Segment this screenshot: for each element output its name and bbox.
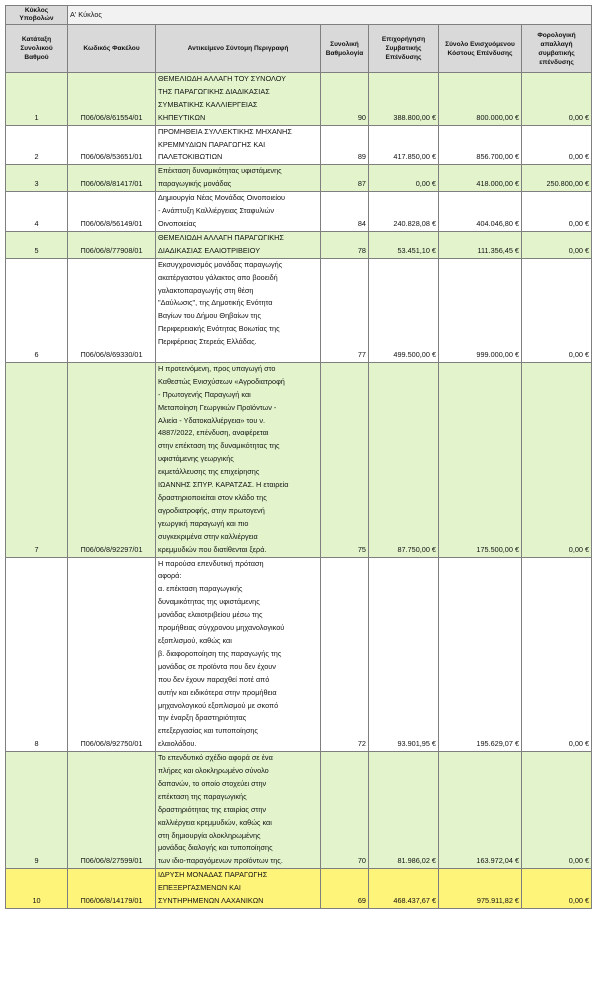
header-cost: Σύνολο Ενισχυόμενου Κόστους Επένδυσης bbox=[439, 25, 522, 73]
table-row bbox=[6, 557, 592, 752]
score-cell: 69 bbox=[321, 869, 369, 909]
header-grant: Επιχορήγηση Συμβατικής Επένδυσης bbox=[369, 25, 439, 73]
tax-exemption-cell: 0,00 € bbox=[522, 362, 592, 557]
grant-cell: 468.437,67 € bbox=[369, 869, 439, 909]
table-row bbox=[6, 362, 592, 557]
tax-exemption-cell: 0,00 € bbox=[522, 73, 592, 126]
rank-cell: 2 bbox=[6, 125, 68, 165]
description-cell: ΠΡΟΜΗΘΕΙΑ ΣΥΛΛΕΚΤΙΚΗΣ ΜΗΧΑΝΗΣ ΚΡΕΜΜΥΔΙΩΝ ΠΑΡΑΓΩΓΗΣ ΚΑΙ ΠΑΛΕΤΟΚΙΒΩΤΙΩΝ bbox=[156, 125, 321, 165]
table-row bbox=[6, 73, 592, 126]
grant-cell: 240.828,08 € bbox=[369, 192, 439, 232]
folder-code-cell: Π06/06/8/92750/01 bbox=[68, 557, 156, 752]
tax-exemption-cell: 0,00 € bbox=[522, 231, 592, 258]
folder-code-cell: Π06/06/8/77908/01 bbox=[68, 231, 156, 258]
rank-cell: 1 bbox=[6, 73, 68, 126]
grant-cell: 499.500,00 € bbox=[369, 258, 439, 362]
folder-code-cell: Π06/06/8/69330/01 bbox=[68, 258, 156, 362]
rank-cell: 10 bbox=[6, 869, 68, 909]
cost-cell: 163.972,04 € bbox=[439, 752, 522, 869]
header-rank: Κατάταξη Συνολικού Βαθμού bbox=[6, 25, 68, 73]
table-row bbox=[6, 165, 592, 192]
description-cell: Το επενδυτικό σχέδιο αφορά σε ένα πλήρες και ολοκληρωμένο σύνολο δαπανών, το οποίο στοχεύει στην επέκταση της παραγωγικής δραστηριότητας της εταιρίας στην καλλιέργεια κρεμμυδιών, καθώς και στη δημιουργία ολοκληρωμένης μονάδας διαλογής και τυποποίησης των ιδιο-παραγόμενων προϊόντων της. bbox=[156, 752, 321, 869]
folder-code-cell: Π06/06/8/27599/01 bbox=[68, 752, 156, 869]
header-score: Συνολική Βαθμολογία bbox=[321, 25, 369, 73]
table-row bbox=[6, 231, 592, 258]
tax-exemption-cell: 0,00 € bbox=[522, 752, 592, 869]
grant-cell: 388.800,00 € bbox=[369, 73, 439, 126]
description-cell: ΘΕΜΕΛΙΩΔΗ ΑΛΛΑΓΗ ΠΑΡΑΓΩΓΙΚΗΣ ΔΙΑΔΙΚΑΣΙΑΣ ΕΛΑΙΟΤΡΙΒΕΙΟΥ bbox=[156, 231, 321, 258]
rank-cell: 8 bbox=[6, 557, 68, 752]
description-cell: Η προτεινόμενη, προς υπαγωγή στο Καθεστώς Ενισχύσεων «Αγροδιατροφή - Πρωτογενής Παραγωγή και Μεταποίηση Γεωργικών Προϊόντων - Αλιεία - Υδατοκαλλιέργεια» του ν. 4887/2022, επένδυση, αναφέρεται στην επέκταση της δυναμικότητας της υφιστάμενης γεωργικής εκμετάλλευσης της επιχείρησης ΙΩΑΝΝΗΣ ΣΠΥΡ. ΚΑΡΑΤΖΑΣ. Η εταιρεία δραστηριοποιείται στον κλάδο της αγροδιατροφής, στην πρωτογενή γεωργική παραγωγή και πιο συγκεκριμένα στην καλλιέργεια κρεμμυδιών που διατίθενται ξερά. bbox=[156, 362, 321, 557]
header-description: Αντικείμενο Σύντομη Περιγραφή bbox=[156, 25, 321, 73]
grant-cell: 417.850,00 € bbox=[369, 125, 439, 165]
tax-exemption-cell: 0,00 € bbox=[522, 125, 592, 165]
cost-cell: 999.000,00 € bbox=[439, 258, 522, 362]
rank-cell: 3 bbox=[6, 165, 68, 192]
cycle-label: Κύκλος Υποβολών bbox=[6, 6, 68, 25]
folder-code-cell: Π06/06/8/92297/01 bbox=[68, 362, 156, 557]
cost-cell: 800.000,00 € bbox=[439, 73, 522, 126]
cost-cell: 975.911,82 € bbox=[439, 869, 522, 909]
header-row bbox=[6, 25, 592, 73]
cycle-row bbox=[6, 6, 592, 25]
score-cell: 72 bbox=[321, 557, 369, 752]
score-cell: 75 bbox=[321, 362, 369, 557]
score-cell: 90 bbox=[321, 73, 369, 126]
grant-cell: 93.901,95 € bbox=[369, 557, 439, 752]
score-cell: 78 bbox=[321, 231, 369, 258]
tax-exemption-cell: 0,00 € bbox=[522, 192, 592, 232]
rank-cell: 9 bbox=[6, 752, 68, 869]
cost-cell: 175.500,00 € bbox=[439, 362, 522, 557]
folder-code-cell: Π06/06/8/81417/01 bbox=[68, 165, 156, 192]
document-page bbox=[5, 5, 591, 909]
rank-cell: 6 bbox=[6, 258, 68, 362]
cost-cell: 111.356,45 € bbox=[439, 231, 522, 258]
table-row bbox=[6, 869, 592, 909]
cycle-value: Α' Κύκλος bbox=[68, 6, 592, 25]
tax-exemption-cell: 0,00 € bbox=[522, 258, 592, 362]
folder-code-cell: Π06/06/8/56149/01 bbox=[68, 192, 156, 232]
header-code: Κωδικός Φακέλου bbox=[68, 25, 156, 73]
description-cell: ΘΕΜΕΛΙΩΔΗ ΑΛΛΑΓΗ ΤΟΥ ΣΥΝΟΛΟΥ ΤΗΣ ΠΑΡΑΓΩΓΙΚΗΣ ΔΙΑΔΙΚΑΣΙΑΣ ΣΥΜΒΑΤΙΚΗΣ ΚΑΛΛΙΕΡΓΕΙΑΣ ΚΗΠΕΥΤΙΚΩΝ bbox=[156, 73, 321, 126]
tax-exemption-cell: 0,00 € bbox=[522, 869, 592, 909]
grant-cell: 87.750,00 € bbox=[369, 362, 439, 557]
folder-code-cell: Π06/06/8/61554/01 bbox=[68, 73, 156, 126]
rank-cell: 7 bbox=[6, 362, 68, 557]
results-table bbox=[5, 5, 592, 909]
header-tax: Φορολογική απαλλαγή συμβατικής επένδυσης bbox=[522, 25, 592, 73]
tax-exemption-cell: 250.800,00 € bbox=[522, 165, 592, 192]
cost-cell: 856.700,00 € bbox=[439, 125, 522, 165]
description-cell: Δημιουργία Νέας Μονάδας Οινοποιείου - Ανάπτυξη Καλλιέργειας Σταφυλιών Οινοποιείας bbox=[156, 192, 321, 232]
description-cell: ΙΔΡΥΣΗ ΜΟΝΑΔΑΣ ΠΑΡΑΓΩΓΗΣ ΕΠΕΞΕΡΓΑΣΜΕΝΩΝ ΚΑΙ ΣΥΝΤΗΡΗΜΕΝΩΝ ΛΑΧΑΝΙΚΩΝ bbox=[156, 869, 321, 909]
description-cell: Επέκταση δυναμικότητας υφιστάμενης παραγωγικής μονάδας bbox=[156, 165, 321, 192]
rank-cell: 5 bbox=[6, 231, 68, 258]
grant-cell: 81.986,02 € bbox=[369, 752, 439, 869]
cost-cell: 404.046,80 € bbox=[439, 192, 522, 232]
cost-cell: 195.629,07 € bbox=[439, 557, 522, 752]
grant-cell: 53.451,10 € bbox=[369, 231, 439, 258]
folder-code-cell: Π06/06/8/53651/01 bbox=[68, 125, 156, 165]
folder-code-cell: Π06/06/8/14179/01 bbox=[68, 869, 156, 909]
score-cell: 89 bbox=[321, 125, 369, 165]
table-row bbox=[6, 192, 592, 232]
tax-exemption-cell: 0,00 € bbox=[522, 557, 592, 752]
score-cell: 87 bbox=[321, 165, 369, 192]
score-cell: 77 bbox=[321, 258, 369, 362]
score-cell: 70 bbox=[321, 752, 369, 869]
rank-cell: 4 bbox=[6, 192, 68, 232]
score-cell: 84 bbox=[321, 192, 369, 232]
description-cell: Εκσυγχρονισμός μονάδας παραγωγής ακατέργαστου γάλακτος απο βοοειδή γαλακτοπαραγωγής στη θέση "Δαύλωσις", της Δημοτικής Ενότητα Βαγίων του Δήμου Θηβαίων της Περιφερειακής Ενότητας Βοιωτίας της Περιφέρειας Στερεάς Ελλάδας. bbox=[156, 258, 321, 362]
cost-cell: 418.000,00 € bbox=[439, 165, 522, 192]
table-row bbox=[6, 125, 592, 165]
table-row bbox=[6, 258, 592, 362]
table-row bbox=[6, 752, 592, 869]
description-cell: Η παρούσα επενδυτική πρόταση αφορά: α. επέκταση παραγωγικής δυναμικότητας της υφιστάμενης μονάδας ελαιοτριβείου μέσω της προμήθειας σύγχρονου μηχανολογικού εξοπλισμού, καθώς και β. διαφοροποίηση της παραγωγής της μονάδας σε προϊόντα που δεν έχουν που δεν έχουν παραχθεί ποτέ από αυτήν και ειδικότερα στην προμήθεια μηχανολογικού εξοπλισμού με σκοπό την έναρξη δραστηριότητας επεξεργασίας και τυποποίησης ελαιολάδου. bbox=[156, 557, 321, 752]
grant-cell: 0,00 € bbox=[369, 165, 439, 192]
